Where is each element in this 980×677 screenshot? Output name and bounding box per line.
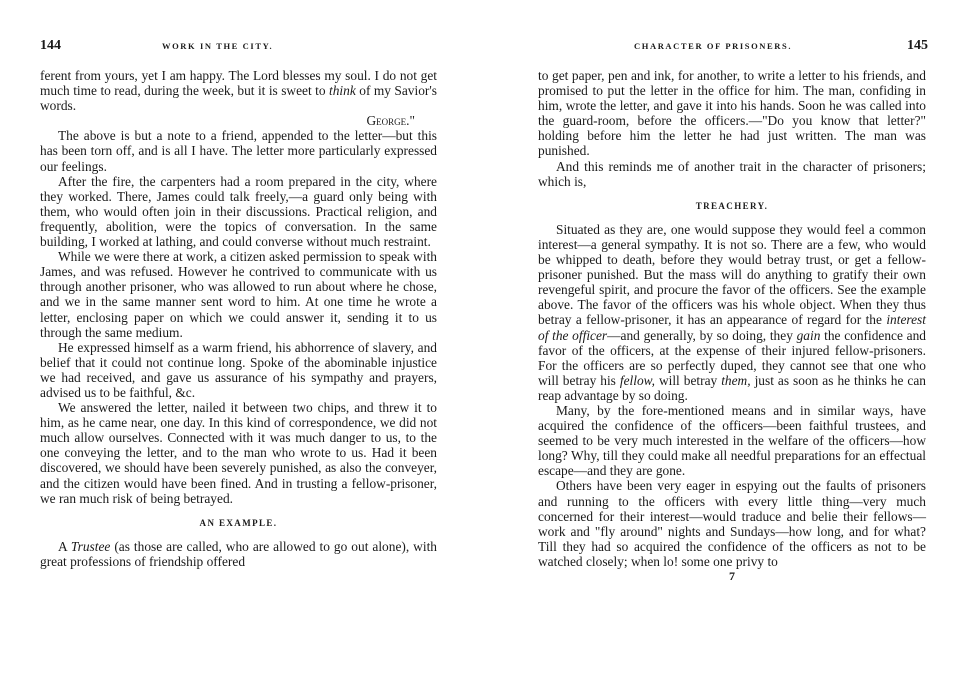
paragraph: The above is but a note to a friend, appended to the letter—but this has been torn off, and is all I have. The letter more particularly expressed our feelings. bbox=[40, 128, 437, 174]
paragraph: We answered the letter, nailed it between two chips, and threw it to him, as he came near, one day. In this kind of correspondence, we did not much allow ourselves. Connected with it was much danger to us, to the one conveying the letter, and to the man who wrote to us. Had it been discovered, we should have been severely punished, as also the conveyer, and the citizen would have been fined. And in trusting a fellow-prisoner, we ran much risk of being betrayed. bbox=[40, 400, 437, 506]
right-page-number: 145 bbox=[907, 38, 928, 53]
paragraph: Situated as they are, one would suppose they would feel a common interest—a general sympathy. It is not so. There are a few, who would be whipped to death, before they would betray trust, or get a fellow-prisoner punished. But the mass will do anything to gratify their own revengeful spirit, and procure the favor of the officers. See the example above. The favor of the officers was his whole object. When they thus betray a fellow-prisoner, it has an appearance of regard for the interest of the officer—and generally, by so doing, they gain the confidence and favor of the officers, at the expense of their injured fellow-prisoners. For the officers are so perfectly duped, they cannot see that one who will betray his fellow, will betray them, just as soon as he thinks he can reap advantage by so doing. bbox=[538, 221, 926, 403]
right-page bbox=[490, 0, 980, 677]
paragraph: While we were there at work, a citizen asked permission to speak with James, and was refused. However he contrived to communicate with us through another prisoner, who was allowed to run about where he chose, and we in the same manner sent word to him. At one time he wrote a letter, enclosing paper on which we could answer it, sending it to us through the same medium. bbox=[40, 249, 437, 340]
left-page-number: 144 bbox=[40, 38, 61, 53]
left-page-header bbox=[40, 38, 490, 68]
paragraph: ferent from yours, yet I am happy. The Lord blesses my soul. I do not get much time to read, during the week, but it is sweet to think of my Savior's words. bbox=[40, 68, 437, 114]
paragraph: Others have been very eager in espying out the faults of prisoners and running to the officers with every little thing—very much concerned for their interest—would traduce and belie their fellows—work and "fly around" nights and Sundays—how long, and for what? Till they had so acquired the confidence of the officers as not to be watched closely; when lo! some one privy to bbox=[538, 478, 926, 569]
paragraph: After the fire, the carpenters had a room prepared in the city, where they worked. There, James could talk freely,—a guard only being with them, who would often join in their discussions. Practical religion, and frequently, abolition, were the topics of conversation. In the same building, I worked at lathing, and could converse without much restraint. bbox=[40, 173, 437, 250]
paragraph: He expressed himself as a warm friend, his abhorrence of slavery, and belief that it could not continue long. Spoke of the abominable injustice we had received, and gave us assurance of his sympathy and prayers, advised us to be faithful, &c. bbox=[40, 339, 437, 400]
paragraph: And this reminds me of another trait in the character of prisoners; which is, bbox=[538, 158, 926, 189]
paragraph: Many, by the fore-mentioned means and in similar ways, have acquired the confidence of the officers—been faithful trustees, and seemed to be very much interested in the welfare of the officers—how long? Why, till they could make all needful preparations for an effectual escape—and they are gone. bbox=[538, 402, 926, 479]
right-running-head: CHARACTER OF PRISONERS. bbox=[634, 41, 793, 51]
section-heading: TREACHERY. bbox=[695, 200, 769, 211]
signature-mark: 7 bbox=[729, 569, 735, 583]
right-page-body bbox=[538, 68, 926, 584]
paragraph: A Trustee (as those are called, who are allowed to go out alone), with great professions of friendship offered bbox=[40, 538, 437, 569]
left-running-head: WORK IN THE CITY. bbox=[162, 41, 274, 51]
section-heading: AN EXAMPLE. bbox=[199, 517, 278, 528]
right-page-header bbox=[538, 38, 980, 68]
paragraph: to get paper, pen and ink, for another, to write a letter to his friends, and promised to put the letter in the office for him. The man, confiding in him, wrote the letter, and gave it into his hands. Soon he was called into the guard-room, before the officers.—"Do you know that letter?" holding before him the letter he had just written. The man was punished. bbox=[538, 68, 926, 159]
letter-signature: George." bbox=[366, 113, 415, 129]
left-page-body bbox=[40, 68, 437, 569]
